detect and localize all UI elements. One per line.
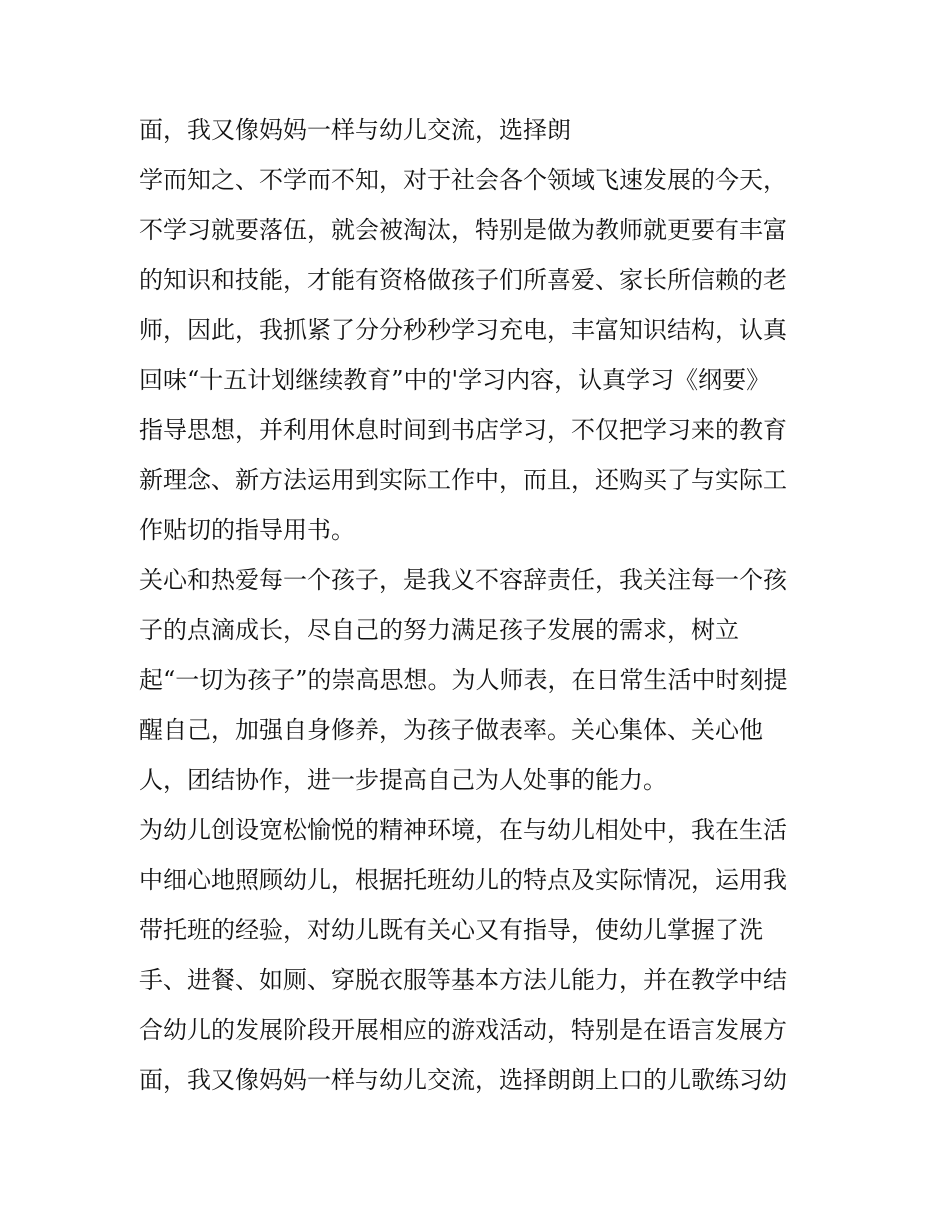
text-line: 师，因此，我抓紧了分分秒秒学习充电，丰富知识结构，认真	[139, 316, 787, 344]
text-line: 子的点滴成长，尽自己的努力满足孩子发展的需求，树立	[139, 616, 739, 644]
text-line: 面，我又像妈妈一样与幼儿交流，选择朗	[139, 116, 571, 144]
text-line: 新理念、新方法运用到实际工作中，而且，还购买了与实际工	[139, 466, 787, 494]
text-line: 面，我又像妈妈一样与幼儿交流，选择朗朗上口的儿歌练习幼	[139, 1066, 787, 1094]
text-line: 醒自己，加强自身修养，为孩子做表率。关心集体、关心他	[139, 716, 763, 744]
text-line: 手、进餐、如厕、穿脱衣服等基本方法儿能力，并在教学中结	[139, 966, 787, 994]
text-line: 指导思想，并利用休息时间到书店学习，不仅把学习来的教育	[139, 416, 787, 444]
text-line: 带托班的经验，对幼儿既有关心又有指导，使幼儿掌握了洗	[139, 916, 763, 944]
text-line: 人，团结协作，进一步提高自己为人处事的能力。	[139, 766, 667, 794]
text-line: 作贴切的指导用书。	[139, 516, 355, 544]
text-line: 学而知之、不学而不知，对于社会各个领域飞速发展的今天，	[139, 166, 787, 194]
text-line: 回味“十五计划继续教育”中的'学习内容，认真学习《纲要》	[139, 366, 771, 394]
text-line: 中细心地照顾幼儿，根据托班幼儿的特点及实际情况，运用我	[139, 866, 787, 894]
text-line: 为幼儿创设宽松愉悦的精神环境，在与幼儿相处中，我在生活	[139, 816, 787, 844]
text-line: 不学习就要落伍，就会被淘汰，特别是做为教师就更要有丰富	[139, 216, 787, 244]
text-line: 起“一切为孩子”的崇高思想。为人师表，在日常生活中时刻提	[139, 666, 788, 694]
text-line: 的知识和技能，才能有资格做孩子们所喜爱、家长所信赖的老	[139, 266, 787, 294]
text-line: 合幼儿的发展阶段开展相应的游戏活动，特别是在语言发展方	[139, 1016, 787, 1044]
text-line: 关心和热爱每一个孩子，是我义不容辞责任，我关注每一个孩	[139, 566, 787, 594]
